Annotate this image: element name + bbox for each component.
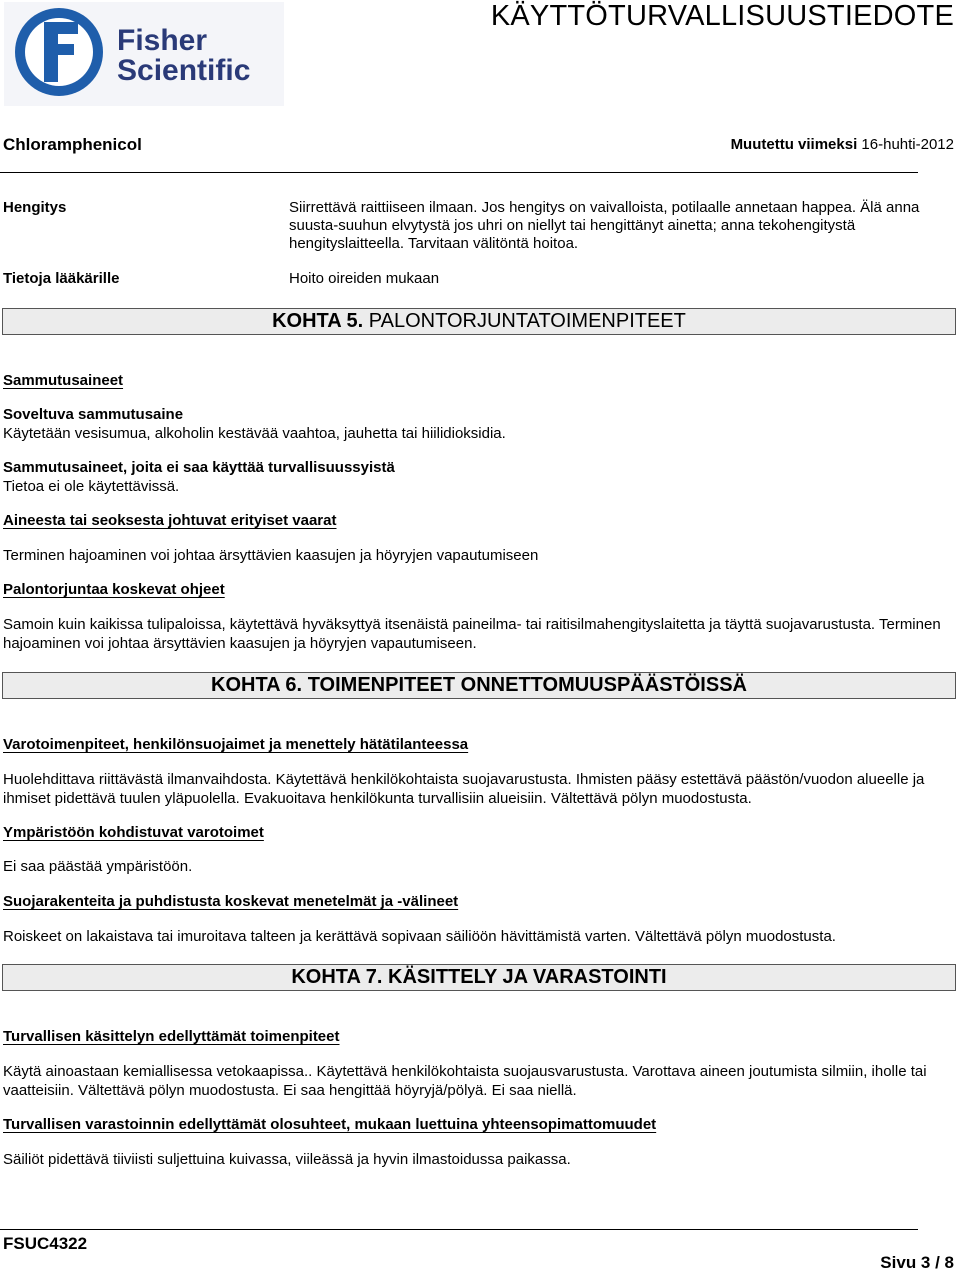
handling-text: Käytä ainoastaan kemiallisessa vetokaapissa.. Käytettävä henkilökohtaista suojausvarustusta. Varottava aineen joutumista silmiin, iholle tai vaatteisiin. Vältettävä pölyn muodostusta. Ei saa hengittää höyryjä/pölyä. Ei saa niellä. (3, 1063, 927, 1099)
section-7-title: KÄSITTELY JA VARASTOINTI (388, 966, 667, 988)
section-7-number: KOHTA 7. (291, 966, 383, 988)
section-7-header (2, 964, 956, 991)
fisher-scientific-logo (4, 2, 284, 106)
precautions-text: Huolehdittava riittävästä ilmanvaihdosta. Käytettävä henkilökohtaista suojavarustusta. Ihmisten pääsy estettävä päästön/vuodon alueelle ja ihmiset pidettävä tuulen yläpuolella. Evakuoitava henkilökunta turvallisiin alueisiin. Vältettävä pölyn muodostusta. (3, 771, 925, 807)
precautions-heading: Varotoimenpiteet, henkilönsuojaimet ja menettely hätätilanteessa (3, 736, 469, 753)
special-hazards-text: Terminen hajoaminen voi johtaa ärsyttävien kaasujen ja höyryjen vapautumiseen (3, 547, 539, 564)
cleanup-heading: Suojarakenteita ja puhdistusta koskevat menetelmät ja -välineet (3, 893, 459, 910)
storage-text: Säiliöt pidettävä tiiviisti suljettuina kuivassa, viileässä ja hyvin ilmastoidussa paikassa. (3, 1151, 571, 1168)
firefighter-advice-text: Samoin kuin kaikissa tulipaloissa, käytettävä hyväksyttyä itsenäistä paineilma- tai raitisilmahengityslaitetta ja täyttä suojavarustusta. Terminen hajoaminen voi johtaa ärsyttävien kaasujen ja höyryjen vapautumiseen. (3, 616, 941, 652)
environmental-heading: Ympäristöön kohdistuvat varotoimet (3, 824, 264, 841)
breathing-label: Hengitys (3, 199, 67, 216)
extinguishing-media-heading: Sammutusaineet (3, 372, 124, 389)
logo-mark-icon (4, 2, 284, 106)
header-rule (0, 172, 918, 173)
physician-text: Hoito oireiden mukaan (289, 270, 440, 287)
handling-heading: Turvallisen käsittelyn edellyttämät toimenpiteet (3, 1028, 340, 1045)
section-5-number: KOHTA 5. (272, 310, 364, 332)
product-name: Chloramphenicol (3, 135, 142, 154)
revised-date: 16-huhti-2012 (861, 136, 954, 153)
suitable-media-heading: Soveltuva sammutusaine (3, 406, 184, 423)
firefighter-advice-heading: Palontorjuntaa koskevat ohjeet (3, 581, 225, 598)
storage-heading: Turvallisen varastoinnin edellyttämät olosuhteet, mukaan luettuina yhteensopimattomuudet (3, 1116, 657, 1133)
document-title: KÄYTTÖTURVALLISUUSTIEDOTE (490, 0, 954, 32)
section-6-number: KOHTA 6. (211, 674, 303, 696)
section-6-header (2, 672, 956, 699)
environmental-text: Ei saa päästää ympäristöön. (3, 858, 193, 875)
page-number: Sivu 3 / 8 (880, 1253, 954, 1270)
section-6-title: TOIMENPITEET ONNETTOMUUSPÄÄSTÖISSÄ (307, 674, 747, 696)
revision-date (731, 136, 954, 153)
footer-rule (0, 1229, 918, 1230)
unsuitable-media-text: Tietoa ei ole käytettävissä. (3, 478, 180, 495)
document-code: FSUC4322 (3, 1234, 88, 1253)
logo-text-scientific: Scientific (117, 54, 251, 87)
special-hazards-heading: Aineesta tai seoksesta johtuvat erityiset vaarat (3, 512, 337, 529)
section-5-header (2, 308, 956, 335)
physician-label: Tietoja lääkärille (3, 270, 120, 287)
revised-label: Muutettu viimeksi (730, 136, 858, 153)
logo-text-fisher: Fisher (117, 24, 208, 57)
section-5-title: PALONTORJUNTATOIMENPITEET (368, 310, 686, 332)
unsuitable-media-heading: Sammutusaineet, joita ei saa käyttää turvallisuussyistä (3, 459, 395, 476)
cleanup-text: Roiskeet on lakaistava tai imuroitava talteen ja kerättävä sopivaan säiliöön hävittämistä varten. Vältettävä pölyn muodostusta. (3, 928, 836, 945)
suitable-media-text: Käytetään vesisumua, alkoholin kestävää vaahtoa, jauhetta tai hiilidioksidia. (3, 425, 506, 442)
breathing-text: Siirrettävä raittiiseen ilmaan. Jos hengitys on vaivalloista, potilaalle annetaan happea. Älä anna suusta-suuhun elvytystä jos uhri on niellyt tai hengittänyt ainetta; anna tekohengitystä hengityslaitteella. Tarvitaan välitöntä hoitoa. (289, 199, 920, 252)
